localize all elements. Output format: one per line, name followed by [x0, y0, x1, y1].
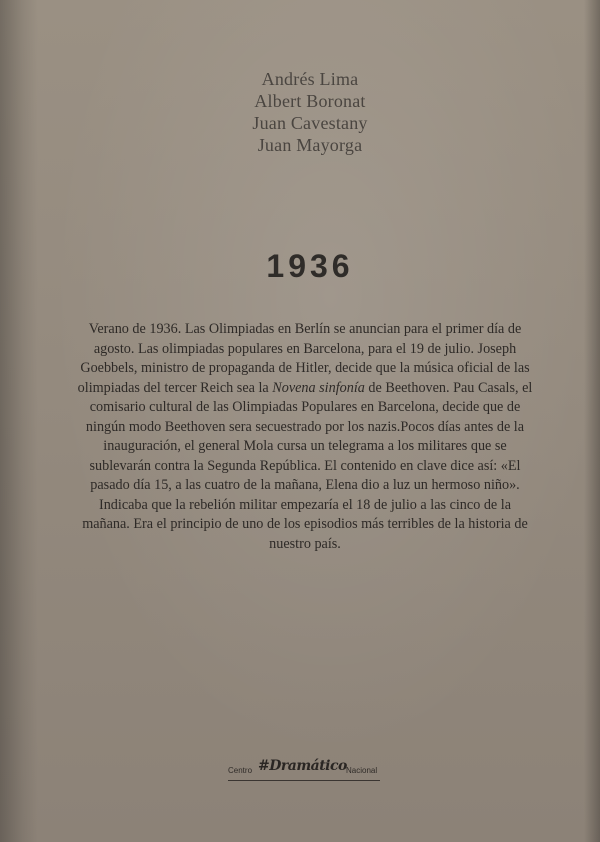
- synopsis-part-1: Verano de 1936. Las Olimpiadas en Berlín se anuncian para el primer día de agosto. Las olimpiadas populares en Barcelona, para el 19 de julio. Joseph Goebbels, ministro de propaganda de Hitler, decide que la música oficial de las olimpiadas del tercer Reich sea la: [77, 321, 534, 396]
- author-name: Juan Cavestany: [252, 113, 368, 133]
- synopsis-part-2: de Beethoven. Pau Casals, el comisario cultural de las Olimpiadas Populares en Barcelona, decide que de ningún modo Beethoven sera secuestrado por los nazis.Pocos días antes de la inauguración, el general Mola cursa un telegrama a los militares que se sublevarán contra la Segunda República. El contenido en clave dice así: «El pasado día 15, a las cuatro de la mañana, Elena dio a luz un hermoso niño». Indicaba que la rebelión militar empezaría el 18 de julio a las cinco de la mañana. Era el principio de uno de los episodios más terribles de la historia de nuestro país.: [82, 379, 536, 552]
- publisher-logo-script: #Dramático: [258, 758, 347, 774]
- author-list: [10, 68, 600, 156]
- publisher-logo-underline: [228, 780, 380, 781]
- publisher-logo: [228, 760, 384, 786]
- publisher-logo-right-word: Nacional: [346, 766, 378, 775]
- book-title: 1936: [266, 248, 354, 284]
- synopsis-italic-work-title: Novena sinfonía: [272, 379, 365, 396]
- author-name: Albert Boronat: [254, 91, 366, 111]
- author-name: Andrés Lima: [261, 69, 359, 89]
- author-name: Juan Mayorga: [257, 135, 363, 155]
- synopsis-text: [74, 320, 536, 554]
- publisher-logo-left-word: Centro: [228, 766, 253, 775]
